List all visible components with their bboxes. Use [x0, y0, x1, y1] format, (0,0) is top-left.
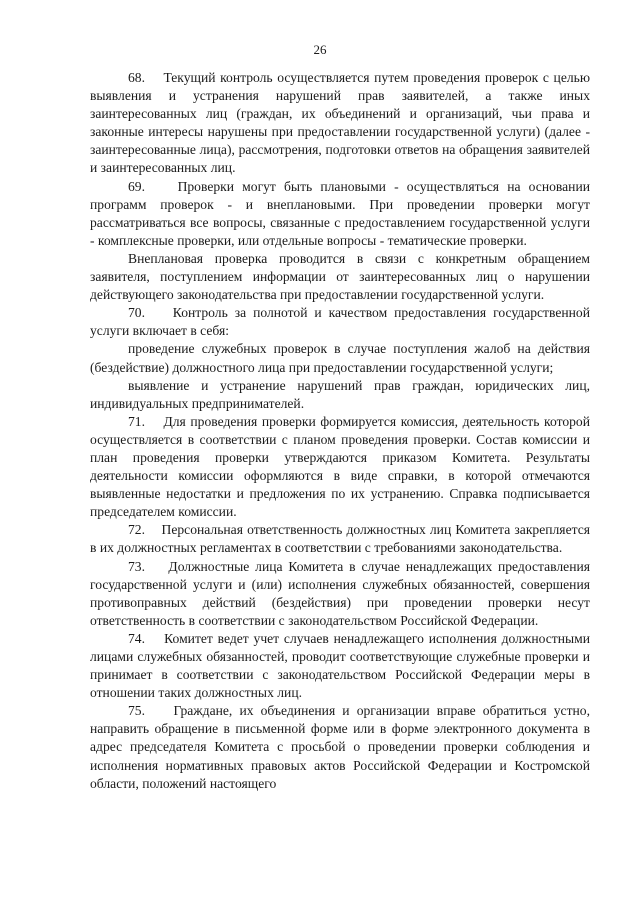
document-body	[90, 69, 590, 793]
paragraph-75: 75. Граждане, их объединения и организации вправе обратиться устно, направить обращение в письменной форме или в форме электронного документа в адрес председателя Комитета с просьбой о проведении проверки соблюдения и исполнения нормативных правовых актов Российской Федерации и Костромской области, положений настоящего	[90, 703, 590, 791]
paragraph-74: 74. Комитет ведет учет случаев ненадлежащего исполнения должностными лицами служебных обязанностей, проводит соответствующие служебные проверки и принимает в соответствии с законодательством Российской Федерации меры в отношении таких должностных лиц.	[90, 630, 590, 701]
paragraph-70: 70. Контроль за полнотой и качеством предоставления государственной услуги включает в себя:	[90, 305, 590, 339]
paragraph-70-item-2: выявление и устранение нарушений прав граждан, юридических лиц, индивидуальных предпринимателей.	[90, 377, 590, 411]
paragraph-71: 71. Для проведения проверки формируется комиссия, деятельность которой осуществляется в соответствии с планом проведения проверки. Состав комиссии и план проведения проверки утверждаются приказом Комитета. Результаты деятельности комиссии оформляются в виде справки, в которой отмечаются выявленные недостатки и предложения по их устранению. Справка подписывается председателем комиссии.	[90, 413, 590, 520]
paragraph-unscheduled-check: Внеплановая проверка проводится в связи с конкретным обращением заявителя, поступлением информации от заинтересованных лиц о нарушении действующего законодательства при предоставлении государственной услуги.	[90, 250, 590, 303]
paragraph-68: 68. Текущий контроль осуществляется путем проведения проверок с целью выявления и устранения нарушений прав заявителей, а также иных заинтересованных лиц (граждан, их объединений и организаций, чьи права и законные интересы нарушены при предоставлении государственной услуги) (далее - заинтересованные лица), рассмотрения, подготовки ответов на обращения заявителей и заинтересованных лиц.	[90, 70, 590, 176]
paragraph-70-item-1: проведение служебных проверок в случае поступления жалоб на действия (бездействие) должностного лица при предоставлении государственной услуги;	[90, 341, 590, 375]
paragraph-69: 69. Проверки могут быть плановыми - осуществляться на основании программ проверок - и внеплановыми. При проведении проверки могут рассматриваться все вопросы, связанные с предоставлением государственной услуги - комплексные проверки, или отдельные вопросы - тематические проверки.	[90, 178, 590, 248]
page-number: 26	[313, 42, 327, 57]
paragraph-72: 72. Персональная ответственность должностных лиц Комитета закрепляется в их должностных регламентах в соответствии с требованиями законодательства.	[90, 522, 590, 556]
paragraph-73: 73. Должностные лица Комитета в случае ненадлежащих предоставления государственной услуги и (или) исполнения служебных обязанностей, совершения противоправных действий (бездействия) при проведении проверки несут ответственность в соответствии с законодательством Российской Федерации.	[90, 558, 590, 628]
